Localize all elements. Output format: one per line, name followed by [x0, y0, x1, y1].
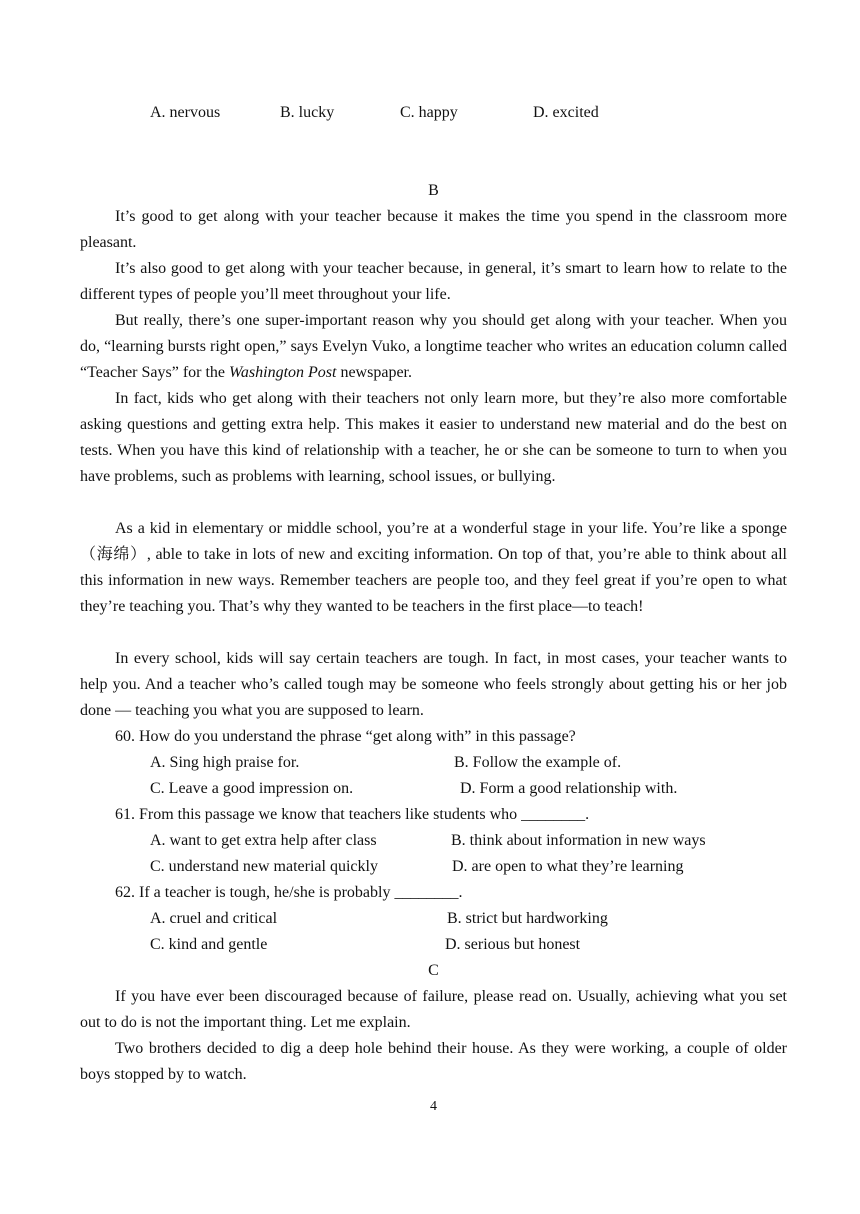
question-60-option-d: D. Form a good relationship with.	[460, 780, 678, 797]
section-b-paragraph-6: In every school, kids will say certain teachers are tough. In fact, in most cases, your teacher wants to help you. And a teacher who’s called tough may be someone who feels strongly about getting his or her job done — teaching you what you are supposed to learn.	[80, 650, 787, 719]
question-61-option-b: B. think about information in new ways	[451, 832, 706, 849]
section-b-paragraph-1: It’s good to get along with your teacher because it makes the time you spend in the classroom more pleasant.	[80, 208, 787, 251]
question-62-option-c: C. kind and gentle	[150, 936, 268, 953]
question-61-option-d: D. are open to what they’re learning	[452, 858, 684, 875]
paragraph-3-end: newspaper.	[336, 364, 412, 381]
question-61-option-a: A. want to get extra help after class	[150, 832, 377, 849]
question-60-option-a: A. Sing high praise for.	[150, 754, 300, 771]
question-62-option-b: B. strict but hardworking	[447, 910, 608, 927]
page-number: 4	[430, 1099, 437, 1114]
section-c-paragraph-2: Two brothers decided to dig a deep hole behind their house. As they were working, a couple of older boys stopped by to watch.	[80, 1040, 787, 1083]
paragraph-3-text: But really, there’s one super-important reason why you should get along with your teacher. When you do, “learning bursts right open,” says Evelyn Vuko, a longtime teacher who writes an education column called “Teacher Says” for the	[80, 312, 787, 381]
section-c-paragraph-1: If you have ever been discouraged because of failure, please read on. Usually, achieving what you set out to do is not the important thing. Let me explain.	[80, 988, 787, 1031]
prev-option-a: A. nervous	[150, 104, 221, 121]
newspaper-title: Washington Post	[229, 364, 337, 381]
question-60-option-b: B. Follow the example of.	[454, 754, 622, 771]
prev-option-b: B. lucky	[280, 104, 335, 121]
section-b-paragraph-4: In fact, kids who get along with their teachers not only learn more, but they’re also more comfortable asking questions and getting extra help. This makes it easier to understand new material and do the best on tests. When you have this kind of relationship with a teacher, he or she can be someone to turn to when you have problems, such as problems with learning, school issues, or bullying.	[80, 390, 787, 485]
section-b-heading: B	[428, 182, 439, 199]
question-62: 62. If a teacher is tough, he/she is probably ________.	[115, 884, 463, 901]
question-60-option-c: C. Leave a good impression on.	[150, 780, 354, 797]
section-b-paragraph-3	[80, 308, 787, 386]
section-b-paragraph-5: As a kid in elementary or middle school, you’re at a wonderful stage in your life. You’re like a sponge（海绵）, able to take in lots of new and exciting information. On top of that, you’re able to think about all this information in new ways. Remember teachers are people too, and they feel great if you’re open to what they’re teaching you. That’s why they wanted to be teachers in the first place—to teach!	[80, 520, 787, 615]
prev-option-d: D. excited	[533, 104, 599, 121]
question-61: 61. From this passage we know that teachers like students who ________.	[115, 806, 590, 823]
question-62-option-d: D. serious but honest	[445, 936, 581, 953]
prev-option-c: C. happy	[400, 104, 458, 121]
question-60: 60. How do you understand the phrase “get along with” in this passage?	[115, 728, 576, 745]
question-62-option-a: A. cruel and critical	[150, 910, 278, 927]
question-61-option-c: C. understand new material quickly	[150, 858, 378, 875]
section-c-heading: C	[428, 962, 439, 979]
section-b-paragraph-2: It’s also good to get along with your teacher because, in general, it’s smart to learn how to relate to the different types of people you’ll meet throughout your life.	[80, 260, 787, 303]
